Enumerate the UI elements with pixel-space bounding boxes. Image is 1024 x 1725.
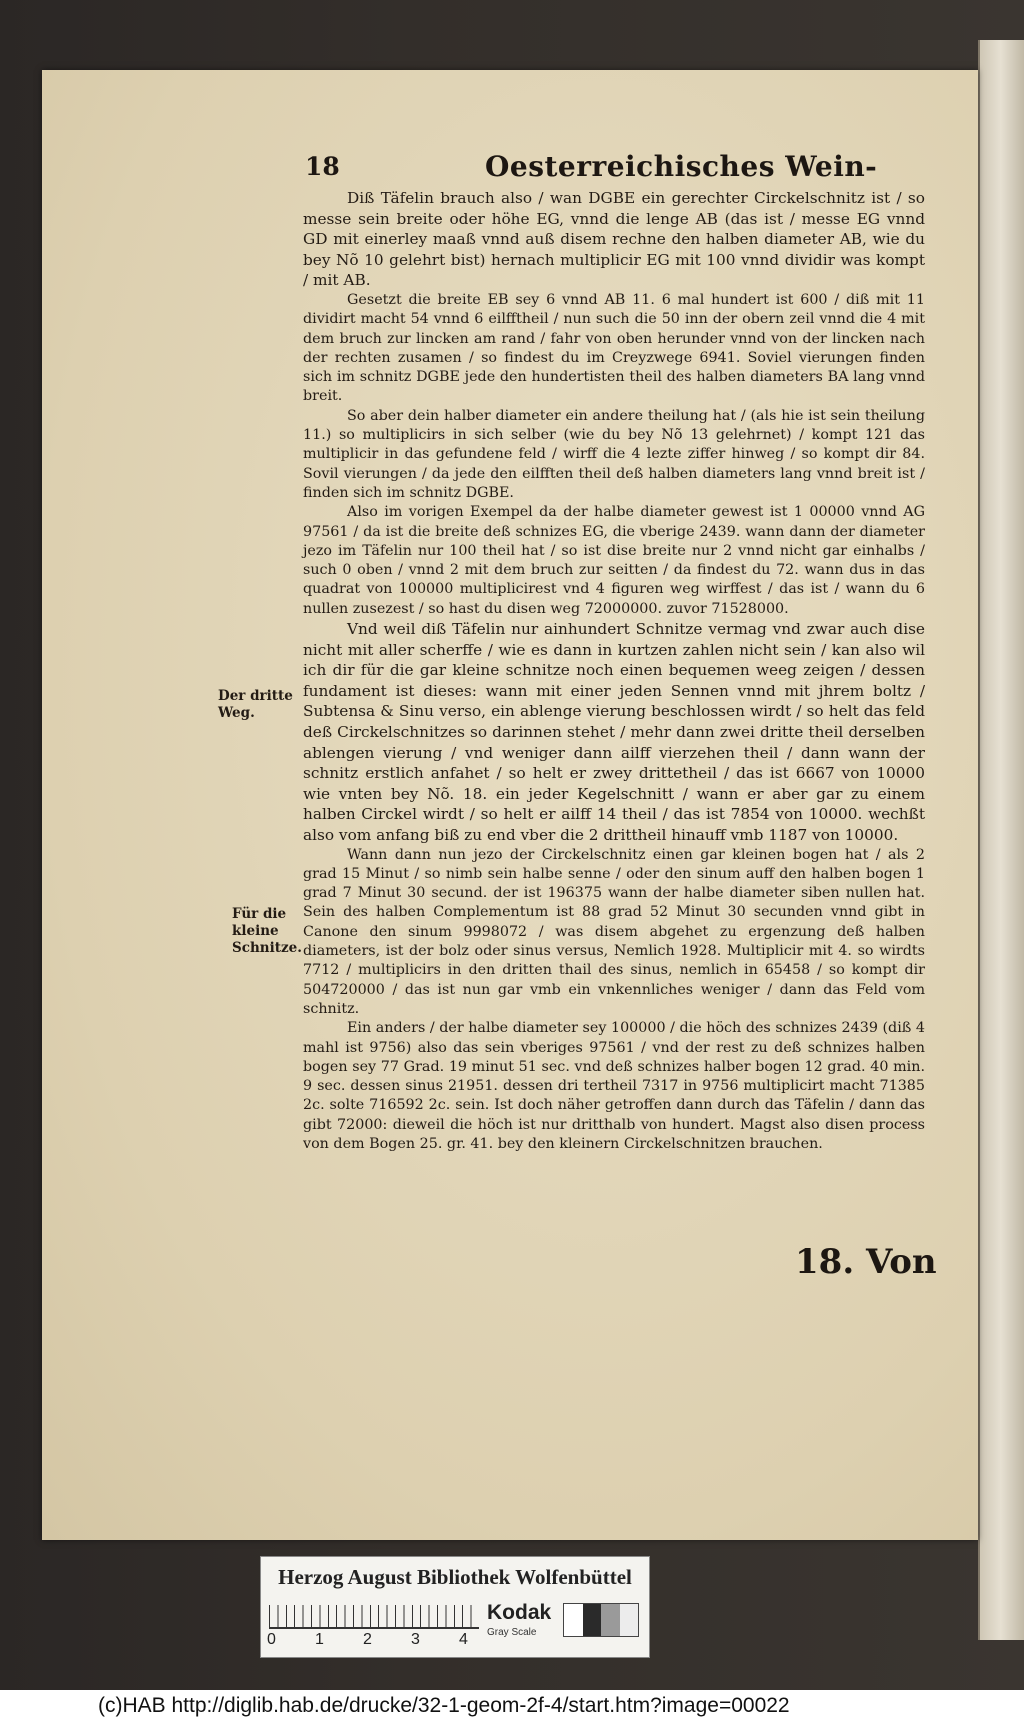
margin-note-small-segments: Für die kleine Schnitze.	[232, 906, 302, 956]
library-name: Herzog August Bibliothek Wolfenbüttel	[278, 1565, 632, 1589]
page-header	[305, 150, 925, 186]
paragraph-6: Wann dann nun jezo der Circkelschnitz einen gar kleinen bogen hat / als 2 grad 15 Minut / so nimb sein halbe senne / oder den sinum auff den halben bogen 1 grad 7 Minut 30 secund. der ist 196375 wann der halbe diameter siben nullen hat. Sein des halben Complementum ist 88 grad 52 Minut 30 secunden vnnd gibt in Canone den sinum 9998072 / was disem abgehet zu ergenzung deß halben diameters, ist der bolz oder sinus versus, Nemlich 1928. Multiplicir mit 4. so wirdts 7712 / multiplicirs in den dritten thail des sinus, nemlich in 65458 / so kompt dir 504720000 / das ist nun gar vmb ein vnkennliches weniger / dann das Feld vom schnitz.	[303, 846, 925, 1017]
paragraph-2: Gesetzt die breite EB sey 6 vnnd AB 11. 6 mal hundert ist 600 / diß mit 11 dividirt macht 54 vnnd 6 eilfftheil / nun such die 50 inn der obern zeil vnnd die 4 mit dem bruch zur lincken am rand / fahr von oben herunder vnnd von der lincken nach der rechten zusamen / so findest du im Creyzwege 6941. Soviel vierungen finden sich im schnitz DGBE jede den hundertisten theil des halben diameters BA lang vnnd breit.	[303, 291, 925, 405]
catchword: 18. Von	[795, 1242, 937, 1282]
margin-note-third-way: Der dritte Weg.	[218, 688, 293, 721]
color-calibration-bar	[260, 1556, 650, 1658]
gray-scale-label: Gray Scale	[487, 1627, 537, 1638]
page-number: 18	[305, 152, 340, 181]
paragraph-3: So aber dein halber diameter ein andere theilung hat / (als hie ist sein theilung 11.) so multiplicirs in sich selber (wie du bey Nõ 13 gelehrnet) / kompt 121 das multiplicir in das gefundene feld / wirff die 4 lezte ziffer hinweg / so kompt dir 84. Sovil vierungen / da jede den eilfften theil deß halben diameters lang vnnd breit ist / finden sich im schnitz DGBE.	[303, 407, 925, 501]
ruler-number: 1	[315, 1631, 324, 1648]
footer-bar	[0, 1690, 1024, 1725]
gray-patch	[583, 1604, 602, 1636]
ruler-numbers	[267, 1631, 487, 1651]
gray-patch	[620, 1604, 639, 1636]
paragraph-1: Diß Täfelin brauch also / wan DGBE ein gerechter Circkelschnitz ist / so messe sein breite oder höhe EG, vnnd die lenge AB (das ist / messe EG vnnd GD mit einerley maaß vnnd auß disem rechne den halben diameter AB, wie du bey Nõ 10 gelehrt bist) hernach multiplicir EG mit 100 vnnd dividir was kompt / mit AB.	[303, 189, 925, 290]
paragraph-4: Also im vorigen Exempel da der halbe diameter gewest ist 1 00000 vnnd AG 97561 / da ist die breite deß schnizes EG, die vberige 2439. wann dann der diameter jezo im Täfelin nur 100 theil hat / so ist dise breite nur 2 vnnd nicht gar einhalbs / such 0 oben / vnnd 2 mit dem bruch zur seitten / da findest du 72. wann dus in das quadrat von 100000 multiplicirest vnd 4 figuren weg wirffest / das ist / wann du 6 nullen zusezest / so hast du disen weg 72000000. zuvor 71528000.	[303, 504, 925, 617]
measurement-ruler	[269, 1605, 479, 1629]
ruler-number: 3	[411, 1631, 420, 1648]
ruler-number: 4	[459, 1631, 468, 1648]
ruler-number: 0	[267, 1631, 276, 1648]
body-text	[303, 188, 925, 1154]
gray-patch	[564, 1604, 583, 1636]
ruler-number: 2	[363, 1631, 372, 1648]
paragraph-7: Ein anders / der halbe diameter sey 100000 / die höch des schnizes 2439 (diß 4 mahl ist 9756) also das sein vberiges 97561 / vnd der rest zu deß schnizes halben bogen sey 77 Grad. 19 minut 51 sec. vnd deß schnizes halber bogen 12 grad. 40 min. 9 sec. dessen sinus 21951. dessen dri tertheil 7317 in 9756 multiplicirt macht 71385 2c. solte 716592 2c. sein. Ist doch näher getroffen dann durch das Täfelin / dann das gibt 72000: dieweil die höch ist nur dritthalb von hundert. Magst also disen process von dem Bogen 25. gr. 41. bey den kleinern Circkelschnitzen brauchen.	[303, 1020, 925, 1152]
kodak-logo: Kodak	[487, 1601, 552, 1624]
facing-page-edge	[978, 40, 1024, 1640]
footer-copyright-url: (c)HAB http://diglib.hab.de/drucke/32-1-geom-2f-4/start.htm?image=00022	[98, 1694, 790, 1717]
gray-patch	[601, 1604, 620, 1636]
paragraph-5: Vnd weil diß Täfelin nur ainhundert Schnitze vermag vnd zwar auch dise nicht mit aller scherffe / wie es dann in kurtzen zahlen nicht sein / kan also wil ich dir für die gar kleine schnitze noch einen bequemen weeg zeigen / dessen fundament ist dieses: wann mit einer jeden Sennen vnnd mit jhrem boltz / Subtensa & Sinu verso, ein ablenge vierung beschlossen wirdt / so helt das feld deß Circkelschnitzes so darinnen stehet / mehr dann zwei dritte theil derselben ablengen vierung / vnd weniger dann ailff vierzehen theil / dann wann der schnitz erstlich anfahet / so helt er zwey drittetheil / das ist 6667 von 10000 wie vnten bey Nõ. 18. ein jeder Kegelschnitt / wann er aber gar zu einem halben Circkel wirdt / so helt er ailff 14 theil / das ist 7854 von 10000. wechßt also vom anfang biß zu end vber die 2 drittheil hinauff vmb 1187 von 10000.	[303, 620, 925, 844]
gray-scale-patches	[563, 1603, 639, 1637]
running-head: Oesterreichisches Wein-	[485, 150, 878, 183]
